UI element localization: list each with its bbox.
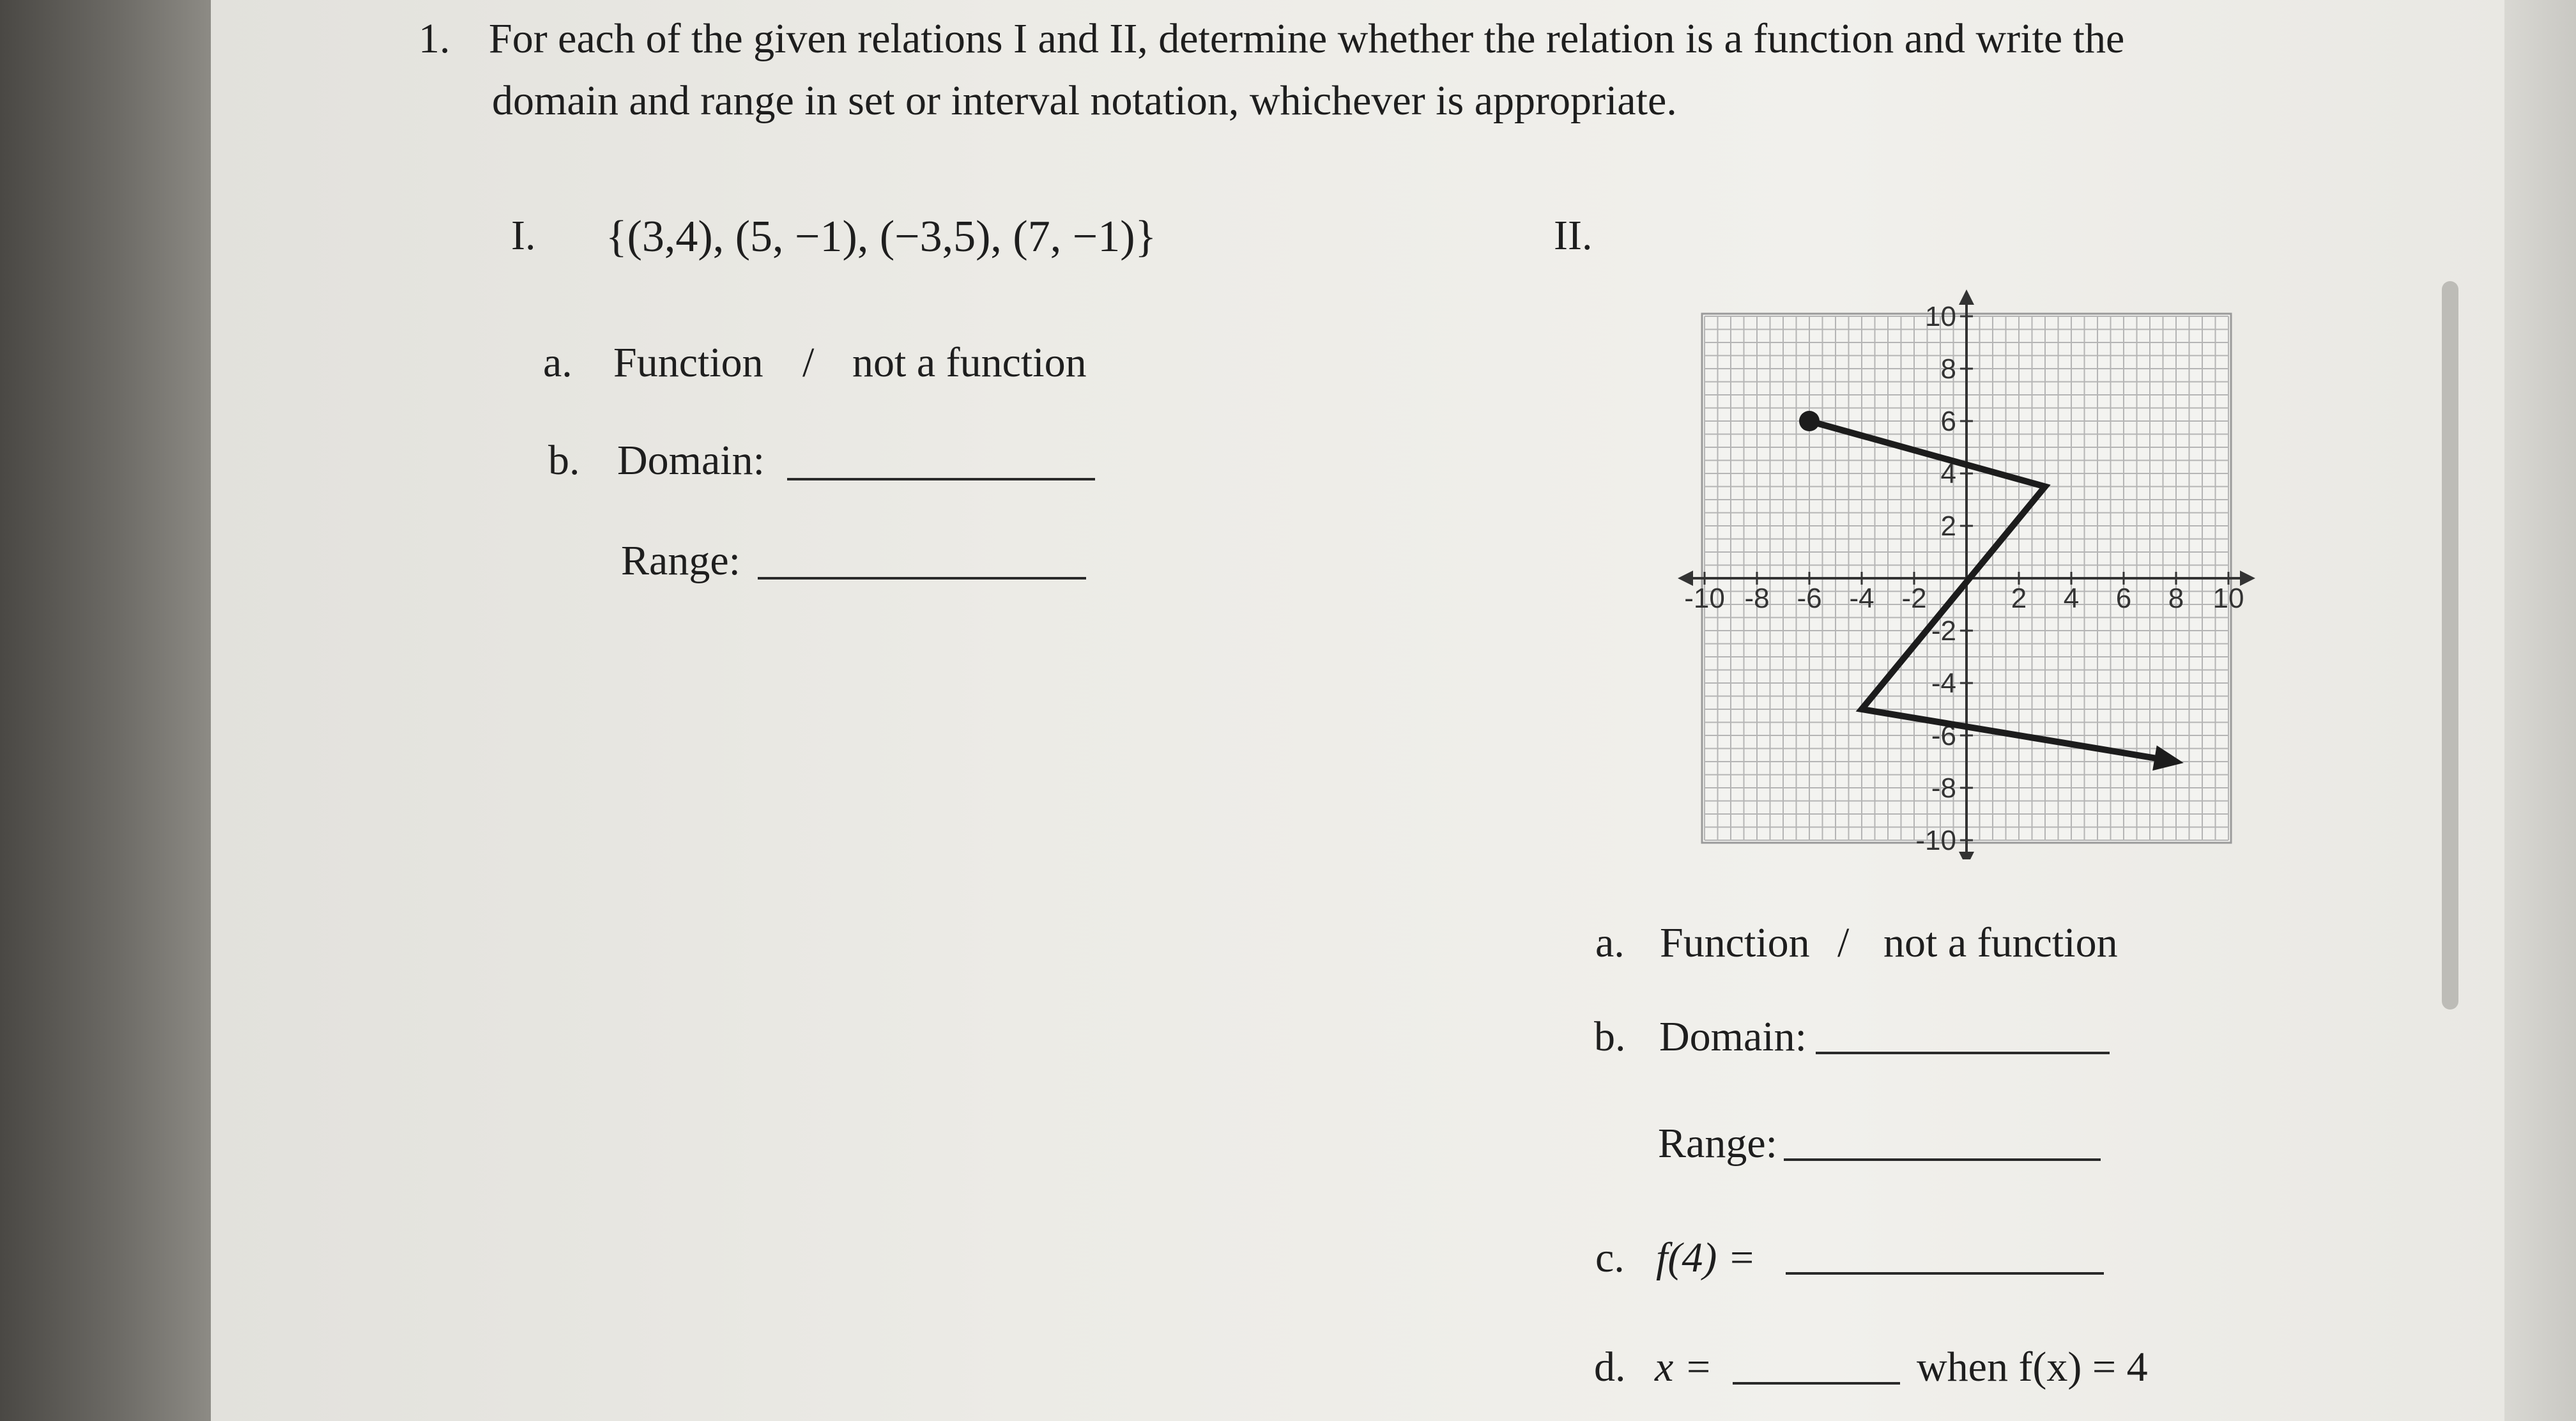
y-axis-arrow-down [1959, 852, 1974, 859]
x-tick-label: -8 [1744, 583, 1770, 614]
part2-separator: / [1837, 919, 1850, 966]
x-tick-label: 2 [2011, 583, 2027, 614]
x-tick-label: 8 [2168, 583, 2184, 614]
part1-a-marker: a. [543, 339, 572, 386]
part1-range-label: Range: [621, 537, 740, 584]
x-tick-label: 10 [2212, 583, 2244, 614]
screen-edge [2504, 0, 2576, 1421]
y-tick-label: -2 [1931, 615, 1956, 647]
x-tick-label: 4 [2063, 583, 2080, 614]
y-tick-label: 2 [1940, 511, 1956, 542]
start-closed-dot [1799, 411, 1820, 431]
x-tick-label: -6 [1797, 583, 1822, 614]
y-tick-label: -4 [1931, 668, 1956, 699]
part2-numeral: II. [1554, 212, 1593, 259]
problem-number: 1. [418, 15, 450, 62]
y-tick-label: -8 [1931, 772, 1956, 804]
part1-b-marker: b. [548, 437, 580, 484]
part2-domain-label: Domain: [1659, 1013, 1807, 1060]
relation-graph [1674, 252, 2287, 859]
y-tick-label: -6 [1931, 720, 1956, 751]
x-when-blank[interactable] [1733, 1382, 1900, 1385]
part1-numeral: I. [511, 212, 536, 259]
y-tick-label: 10 [1925, 301, 1956, 332]
y-axis-arrow-up [1959, 289, 1974, 305]
part2-domain-blank[interactable] [1816, 1052, 2110, 1054]
desk-shadow [0, 0, 211, 1421]
part2-b-marker: b. [1594, 1013, 1626, 1060]
problem-text-line2: domain and range in set or interval notation, whichever is appropriate. [492, 77, 1677, 124]
x-tick-label: -2 [1901, 583, 1927, 614]
part2-d-marker: d. [1594, 1344, 1626, 1390]
y-tick-label: 8 [1940, 353, 1956, 385]
part2-range-label: Range: [1658, 1120, 1777, 1167]
part1-range-blank[interactable] [758, 577, 1086, 580]
problem-text-line1: For each of the given relations I and II, determine whether the relation is a function and write the [489, 15, 2125, 62]
part2-function-option[interactable]: Function [1660, 919, 1810, 966]
part1-relation: {(3,4), (5, −1), (−3,5), (7, −1)} [606, 212, 1157, 261]
f-of-4-blank[interactable] [1786, 1272, 2104, 1275]
part2-not-function-option[interactable]: not a function [1883, 919, 2118, 966]
x-when-condition: when f(x) = 4 [1917, 1344, 2148, 1390]
part1-separator: / [802, 339, 815, 386]
x-tick-label: 6 [2115, 583, 2132, 614]
part2-range-blank[interactable] [1784, 1158, 2101, 1161]
x-tick-label: -4 [1849, 583, 1874, 614]
y-tick-label: 6 [1940, 406, 1956, 437]
x-tick-label: -10 [1684, 583, 1725, 614]
scrollbar[interactable] [2442, 281, 2458, 1010]
part2-a-marker: a. [1595, 919, 1625, 966]
part1-domain-blank[interactable] [787, 478, 1095, 480]
y-tick-label: 4 [1940, 458, 1956, 489]
x-when-label: x = [1655, 1344, 1713, 1390]
part2-c-marker: c. [1595, 1234, 1625, 1281]
part1-domain-label: Domain: [617, 437, 765, 484]
part1-function-option[interactable]: Function [613, 339, 763, 386]
f-of-4-label: f(4) = [1656, 1234, 1756, 1281]
part1-not-function-option[interactable]: not a function [852, 339, 1087, 386]
y-tick-label: -10 [1915, 825, 1956, 856]
